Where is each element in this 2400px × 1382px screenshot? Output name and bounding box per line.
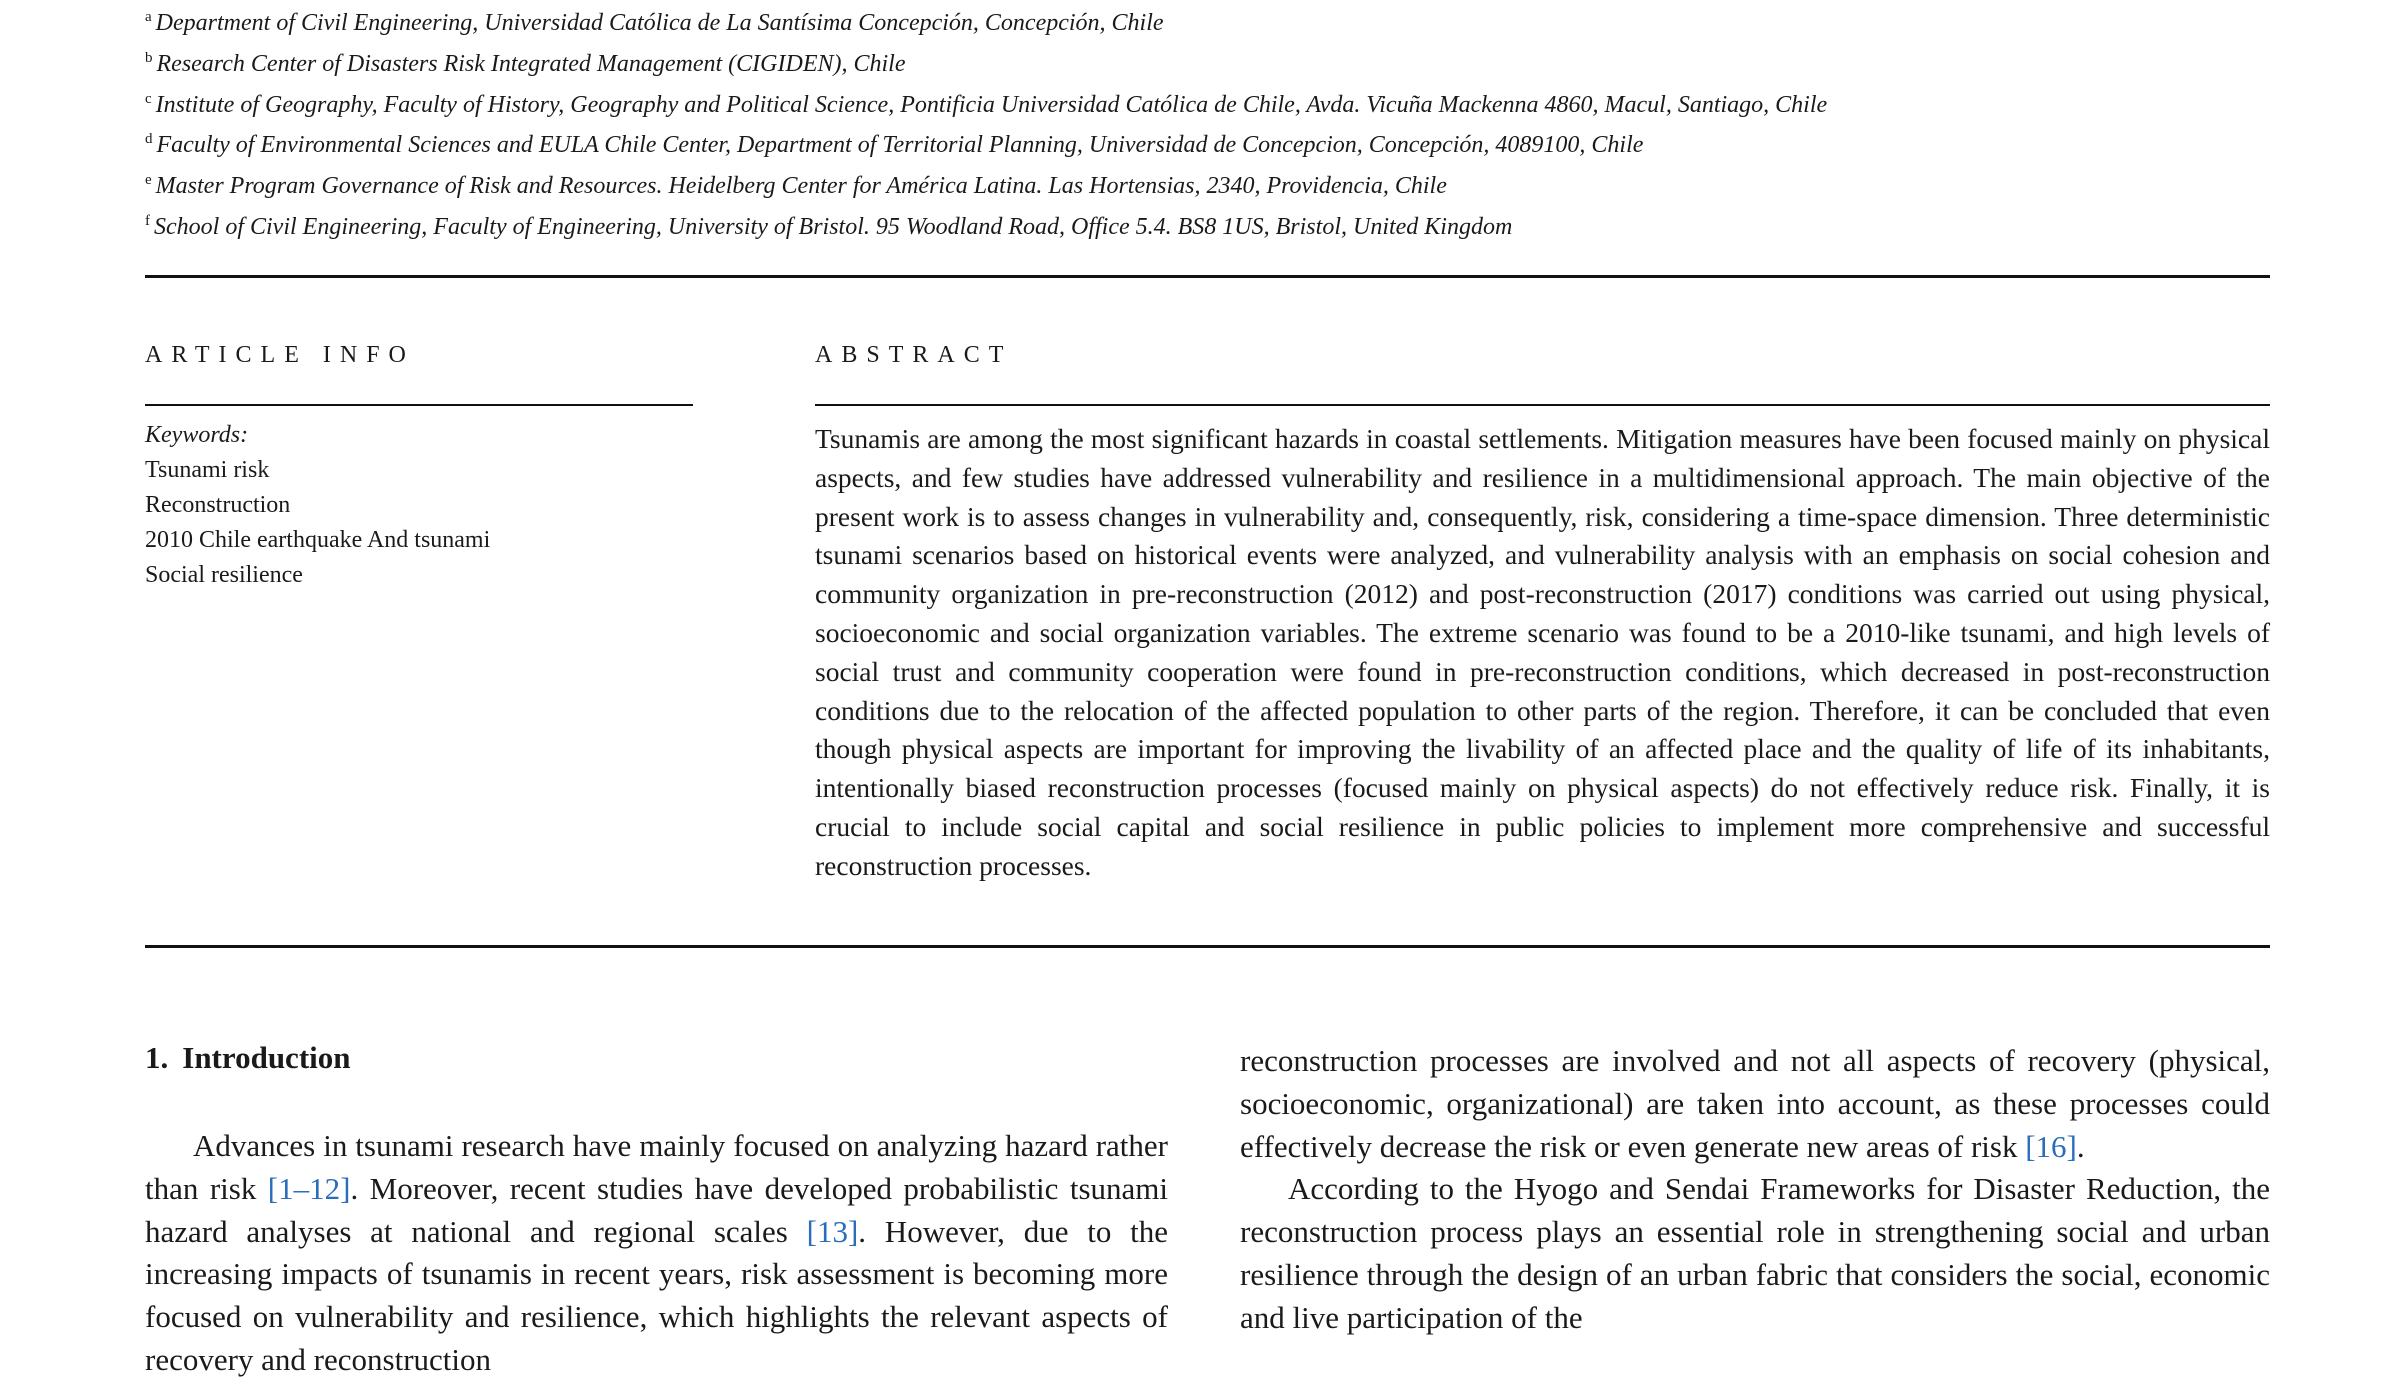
body-paragraph	[145, 1125, 1168, 1382]
affiliation-text: Master Program Governance of Risk and Resources. Heidelberg Center for América Latina. Las Hortensias, 2340, Providencia, Chile	[155, 173, 1447, 200]
affiliation-e	[145, 163, 2285, 204]
keywords-block	[145, 418, 685, 593]
affiliation-marker: b	[145, 49, 153, 66]
body-text: . However, due to the increasing impacts of tsunamis in recent years, risk assessment is becoming more focused on vulnerability and resilience, which highlights the relevant aspects of recovery and reconstruction	[145, 1213, 1168, 1377]
abstract-heading: ABSTRACT	[815, 342, 1013, 368]
abstract-text: Tsunamis are among the most significant hazards in coastal settlements. Mitigation measures have been focused mainly on physical aspects, and few studies have addressed vulnerability and resilience in a multidimensional approach. The main objective of the present work is to assess changes in vulnerability and, consequently, risk, considering a time-space dimension. Three deterministic tsunami scenarios based on historical events were analyzed, and vulnerability analysis with an emphasis on social cohesion and community organization in pre-reconstruction (2012) and post-reconstruction (2017) conditions was carried out using physical, socioeconomic and social organization variables. The extreme scenario was found to be a 2010-like tsunami, and high levels of social trust and community cooperation were found in pre-reconstruction conditions, which decreased in post-reconstruction conditions due to the relocation of the affected population to other parts of the region. Therefore, it can be concluded that even though physical aspects are important for improving the livability of an affected place and the quality of life of its inhabitants, intentionally biased reconstruction processes (focused mainly on physical aspects) do not effectively reduce risk. Finally, it is crucial to include social capital and social resilience in public policies to implement more comprehensive and successful reconstruction processes.	[815, 423, 2270, 881]
citation-link[interactable]: [13]	[806, 1213, 859, 1249]
keywords-label: Keywords:	[145, 422, 249, 448]
body-text: Advances in tsunami research have mainly focused on analyzing hazard rather than risk	[145, 1128, 1168, 1206]
affiliation-d	[145, 122, 2285, 163]
body-column-left	[145, 1125, 1168, 1382]
affiliation-marker: f	[145, 212, 150, 229]
keyword-item: Social resilience	[145, 562, 303, 588]
affiliation-marker: d	[145, 131, 153, 148]
affiliation-text: Research Center of Disasters Risk Integrated Management (CIGIDEN), Chile	[156, 50, 906, 77]
article-info-heading: ARTICLE INFO	[145, 342, 415, 368]
article-info-divider	[145, 404, 693, 406]
keyword-item: Reconstruction	[145, 492, 291, 518]
affiliation-text: School of Civil Engineering, Faculty of Engineering, University of Bristol. 95 Woodland Road, Office 5.4. BS8 1US, Bristol, United Kingdom	[154, 213, 1513, 240]
section-number: 1.	[145, 1040, 169, 1075]
affiliation-text: Faculty of Environmental Sciences and EULA Chile Center, Department of Territorial Planning, Universidad de Concepcion, Concepción, 4089100, Chile	[156, 132, 1644, 159]
citation-link[interactable]: [1–12]	[267, 1170, 351, 1206]
body-paragraph: According to the Hyogo and Sendai Frameworks for Disaster Reduction, the reconstruction process plays an essential role in strengthening social and urban resilience through the design of an urban fabric that considers the social, economic and live participation of the	[1240, 1171, 2270, 1335]
affiliation-marker: a	[145, 9, 152, 25]
keyword-item: Tsunami risk	[145, 457, 270, 483]
affiliation-b	[145, 41, 2285, 82]
affiliation-marker: e	[145, 172, 152, 189]
section-heading-introduction	[145, 1040, 351, 1076]
body-text: .	[2076, 1128, 2085, 1164]
top-divider	[145, 275, 2270, 278]
affiliation-a	[145, 0, 2285, 41]
affiliation-list	[145, 0, 2285, 245]
citation-link[interactable]: [16]	[2025, 1128, 2077, 1164]
keyword-item: 2010 Chile earthquake And tsunami	[145, 527, 491, 553]
body-text: . Moreover, recent studies have developed probabilistic tsunami hazard analyses at national and regional scales	[145, 1170, 1169, 1249]
section-title: Introduction	[182, 1040, 351, 1075]
section-divider	[145, 945, 2270, 948]
affiliation-c	[145, 82, 2285, 123]
abstract-divider	[815, 404, 2270, 406]
body-column-right	[1240, 1040, 2270, 1340]
affiliation-f	[145, 204, 2285, 245]
body-paragraph	[1240, 1040, 2270, 1168]
body-text: reconstruction processes are involved and not all aspects of recovery (physical, socioeconomic, organizational) are taken into account, as these processes could effectively decrease the risk or even generate new areas of risk	[1240, 1043, 2270, 1164]
affiliation-marker: c	[145, 90, 152, 107]
affiliation-text: Department of Civil Engineering, Universidad Católica de La Santísima Concepción, Concepción, Chile	[155, 10, 1164, 36]
affiliation-text: Institute of Geography, Faculty of History, Geography and Political Science, Pontificia Universidad Católica de Chile, Avda. Vicuña Mackenna 4860, Macul, Santiago, Chile	[155, 91, 1828, 118]
